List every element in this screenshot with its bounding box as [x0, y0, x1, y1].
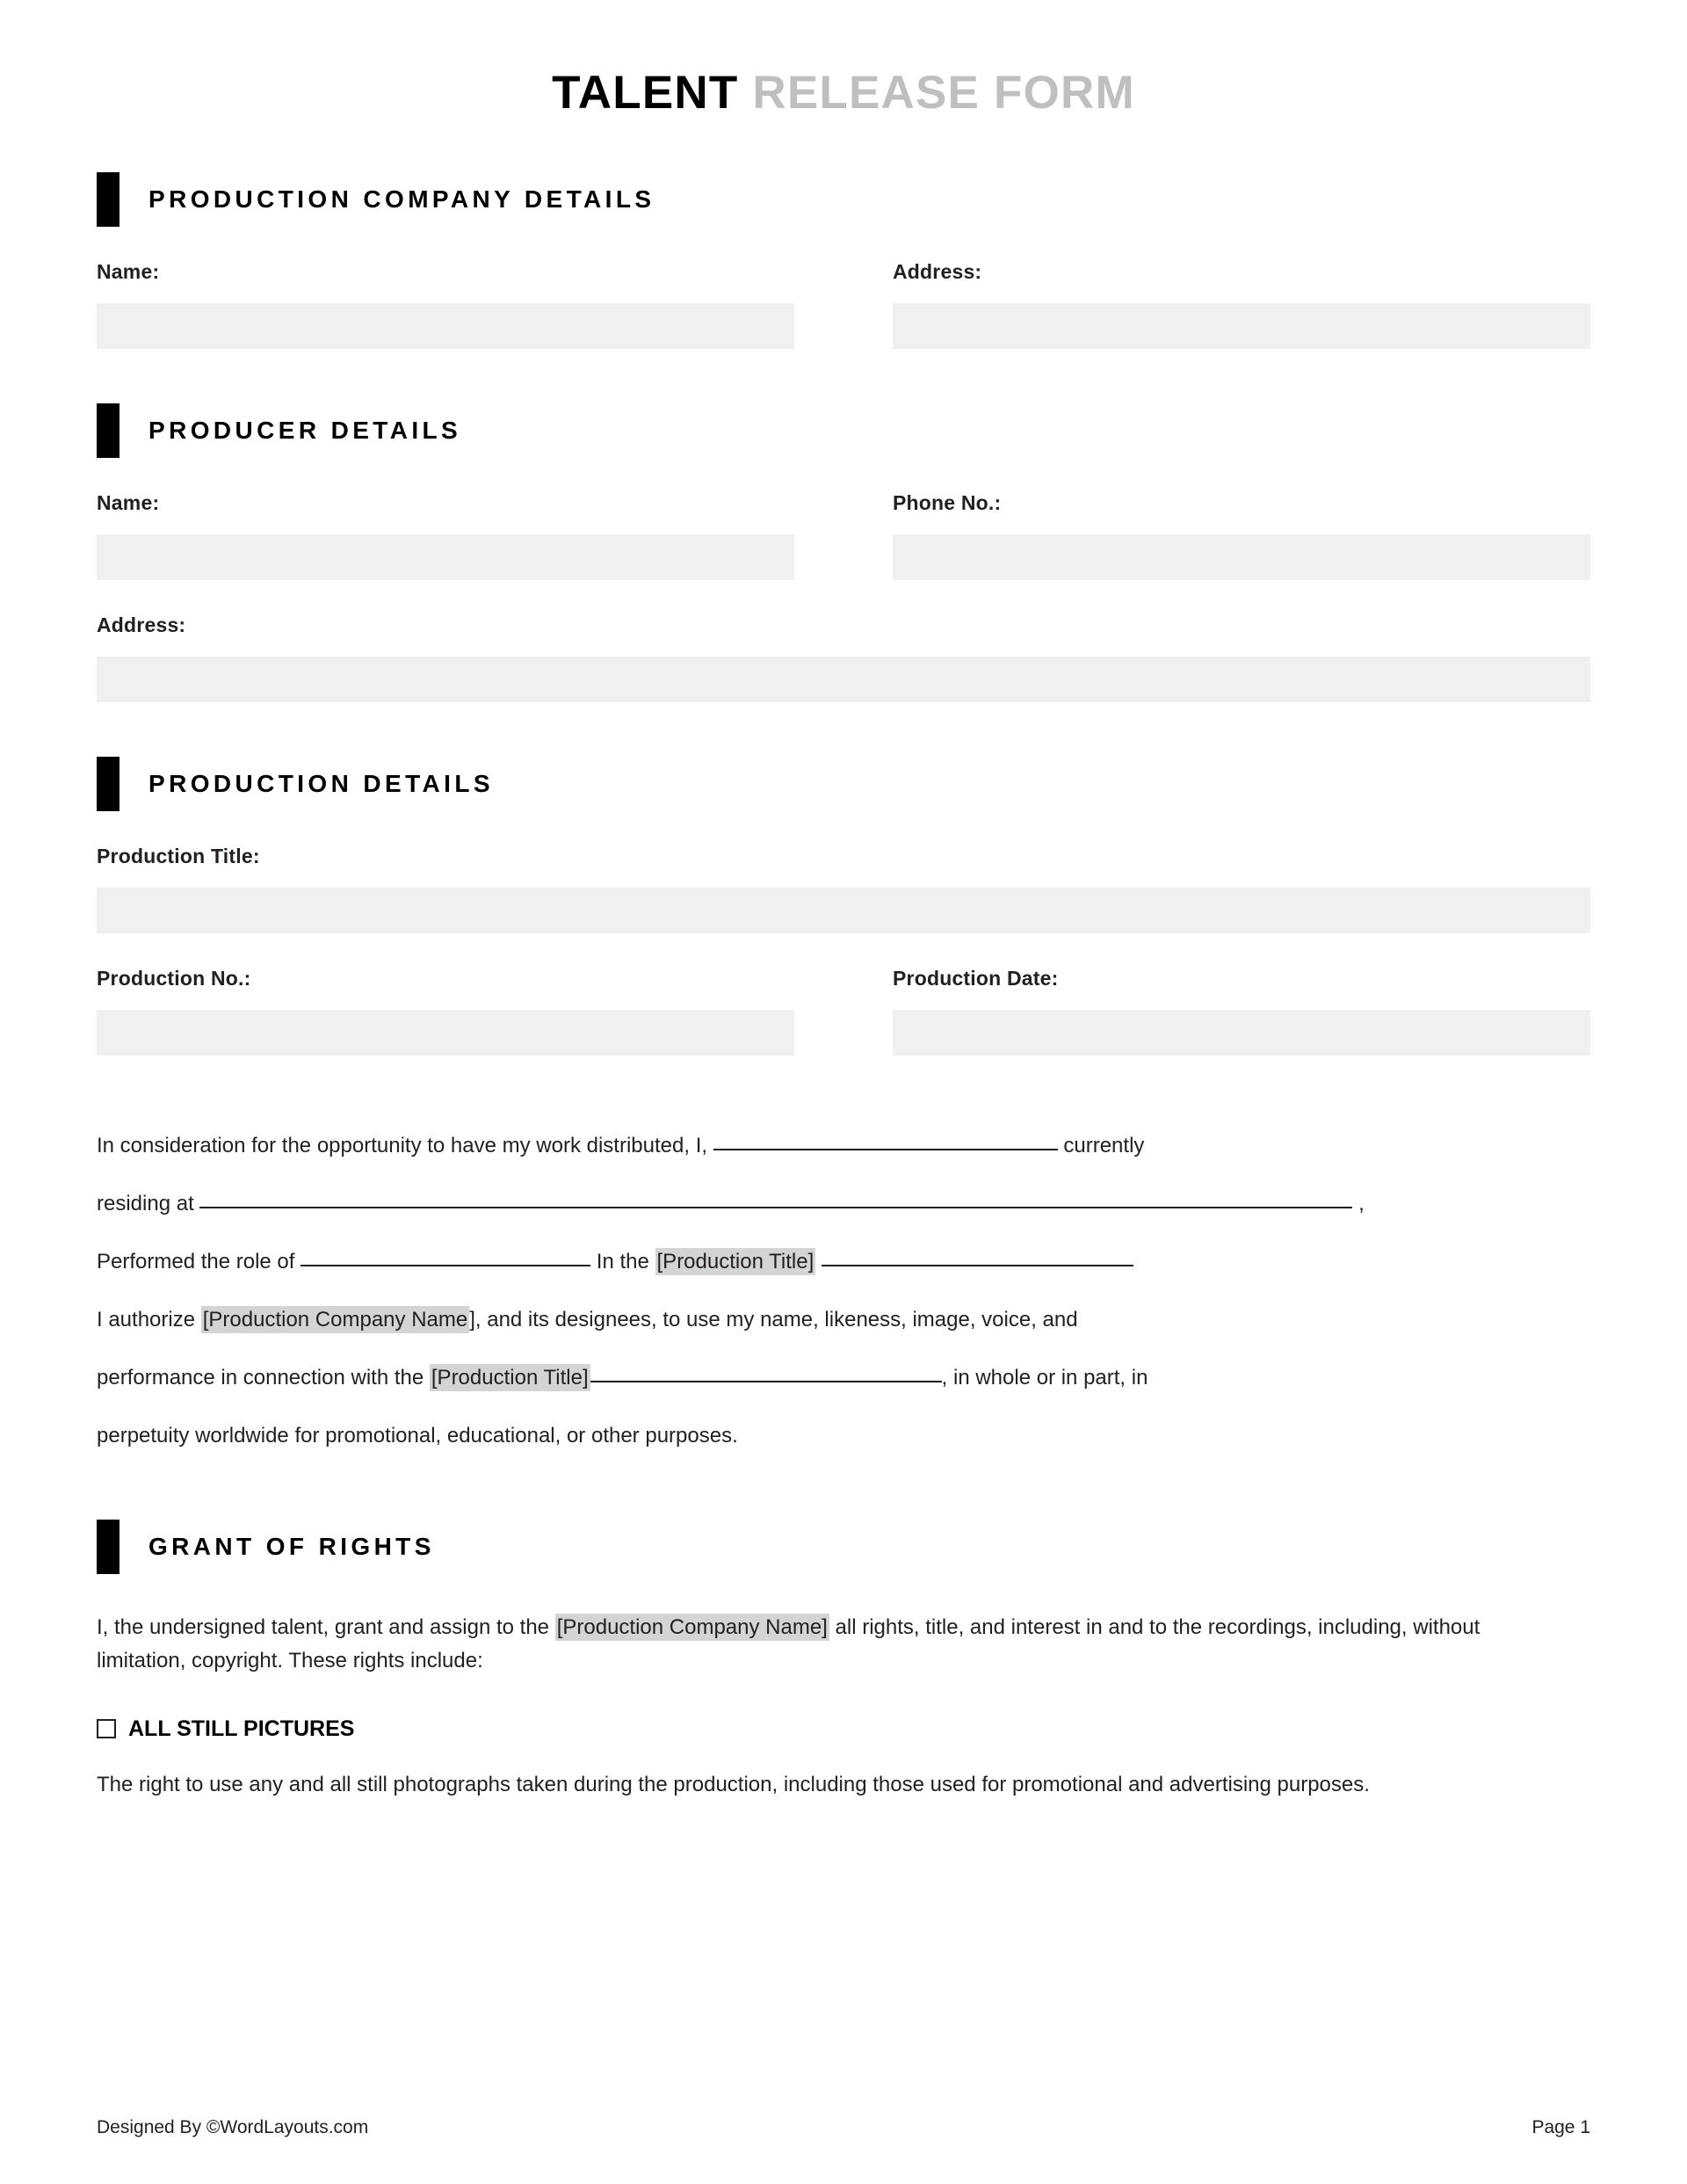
input-company-address[interactable] [893, 303, 1590, 349]
consent-line2-text-b: , [1358, 1191, 1365, 1215]
section-header-production [97, 757, 1590, 811]
consent-line2-text-a: residing at [97, 1191, 194, 1215]
consent-line3-text-b: In the [596, 1249, 649, 1273]
footer-page-number: Page 1 [1531, 2117, 1590, 2137]
consent-paragraph [97, 1117, 1590, 1465]
section-title-production-company: PRODUCTION COMPANY DETAILS [148, 185, 655, 213]
grant-intro-paragraph [97, 1611, 1538, 1678]
section-marker-bar [97, 172, 119, 227]
label-production-date: Production Date: [893, 966, 1059, 990]
field-producer-phone [893, 491, 1590, 580]
blank-role[interactable] [300, 1240, 590, 1266]
consent-line1-text-b: currently [1063, 1133, 1145, 1157]
consent-line4-text-b: ], and its designees, to use my name, likeness, image, voice, and [469, 1307, 1078, 1331]
field-company-address [893, 260, 1590, 349]
checkbox-icon[interactable] [97, 1719, 116, 1738]
input-producer-name[interactable] [97, 534, 794, 580]
consent-line4-text-a: I authorize [97, 1307, 201, 1331]
section-title-producer: PRODUCER DETAILS [148, 416, 462, 444]
consent-line-1 [97, 1117, 1590, 1175]
label-producer-name: Name: [97, 490, 160, 514]
input-production-date[interactable] [893, 1010, 1590, 1056]
field-production-title [97, 845, 1590, 933]
checkbox-item-all-still-pictures[interactable] [97, 1716, 1590, 1742]
input-production-title[interactable] [97, 888, 1590, 933]
input-producer-address[interactable] [97, 657, 1590, 702]
section-marker-bar [97, 1520, 119, 1574]
section-title-production: PRODUCTION DETAILS [148, 769, 494, 797]
footer-credit: Designed By ©WordLayouts.com [97, 2117, 369, 2137]
section-marker-bar [97, 403, 119, 458]
field-production-date [893, 967, 1590, 1056]
input-company-name[interactable] [97, 303, 794, 349]
consent-line-4 [97, 1291, 1590, 1349]
section-header-grant-of-rights [97, 1520, 1590, 1574]
consent-line-6: perpetuity worldwide for promotional, educational, or other purposes. [97, 1423, 738, 1448]
consent-line-3 [97, 1233, 1590, 1291]
label-production-title: Production Title: [97, 844, 260, 867]
placeholder-production-company-1: [Production Company Name [202, 1307, 468, 1331]
input-production-number[interactable] [97, 1010, 794, 1056]
section-header-producer [97, 403, 1590, 458]
consent-line5-text-a: performance in connection with the [97, 1365, 430, 1389]
consent-line3-text-a: Performed the role of [97, 1249, 295, 1273]
production-field-row [97, 967, 1590, 1056]
field-producer-name [97, 491, 794, 580]
consent-line-5 [97, 1349, 1590, 1407]
producer-field-row [97, 491, 1590, 580]
placeholder-production-title-1: [Production Title] [656, 1249, 815, 1273]
production-company-field-row [97, 260, 1590, 349]
section-title-grant-of-rights: GRANT OF RIGHTS [148, 1532, 435, 1560]
grant-intro-text-b: all rights, title, and interest in and to the recordings, including, without limitation, copyright. These rights include: [97, 1614, 1481, 1672]
placeholder-production-title-2: [Production Title] [431, 1365, 589, 1389]
label-company-name: Name: [97, 259, 160, 283]
grant-intro-text-a: I, the undersigned talent, grant and assign to the [97, 1614, 555, 1639]
consent-line5-text-b: , in whole or in part, in [941, 1365, 1148, 1389]
blank-production-title-1[interactable] [822, 1240, 1133, 1266]
label-producer-address: Address: [97, 613, 186, 636]
grant-item-description: The right to use any and all still photographs taken during the production, including those used for promotional and advertising purposes. [97, 1772, 1370, 1796]
consent-line-2 [97, 1175, 1590, 1233]
field-producer-address [97, 613, 1590, 702]
label-producer-phone: Phone No.: [893, 490, 1002, 514]
input-producer-phone[interactable] [893, 534, 1590, 580]
section-header-production-company [97, 172, 1590, 227]
page-footer [97, 2117, 1590, 2138]
section-marker-bar [97, 757, 119, 811]
placeholder-production-company-2: [Production Company Name] [556, 1614, 828, 1639]
blank-talent-name[interactable] [713, 1124, 1058, 1150]
label-production-number: Production No.: [97, 966, 251, 990]
consent-line1-text-a: In consideration for the opportunity to have my work distributed, I, [97, 1133, 708, 1157]
field-company-name [97, 260, 794, 349]
blank-talent-address[interactable] [199, 1182, 1352, 1208]
field-production-number [97, 967, 794, 1056]
page-title [97, 0, 1590, 118]
checkbox-label-all-still-pictures: ALL STILL PICTURES [128, 1716, 355, 1741]
title-strong: TALENT [552, 67, 739, 119]
blank-production-title-2[interactable] [590, 1356, 942, 1382]
label-company-address: Address: [893, 259, 982, 283]
title-light: RELEASE FORM [752, 67, 1135, 119]
